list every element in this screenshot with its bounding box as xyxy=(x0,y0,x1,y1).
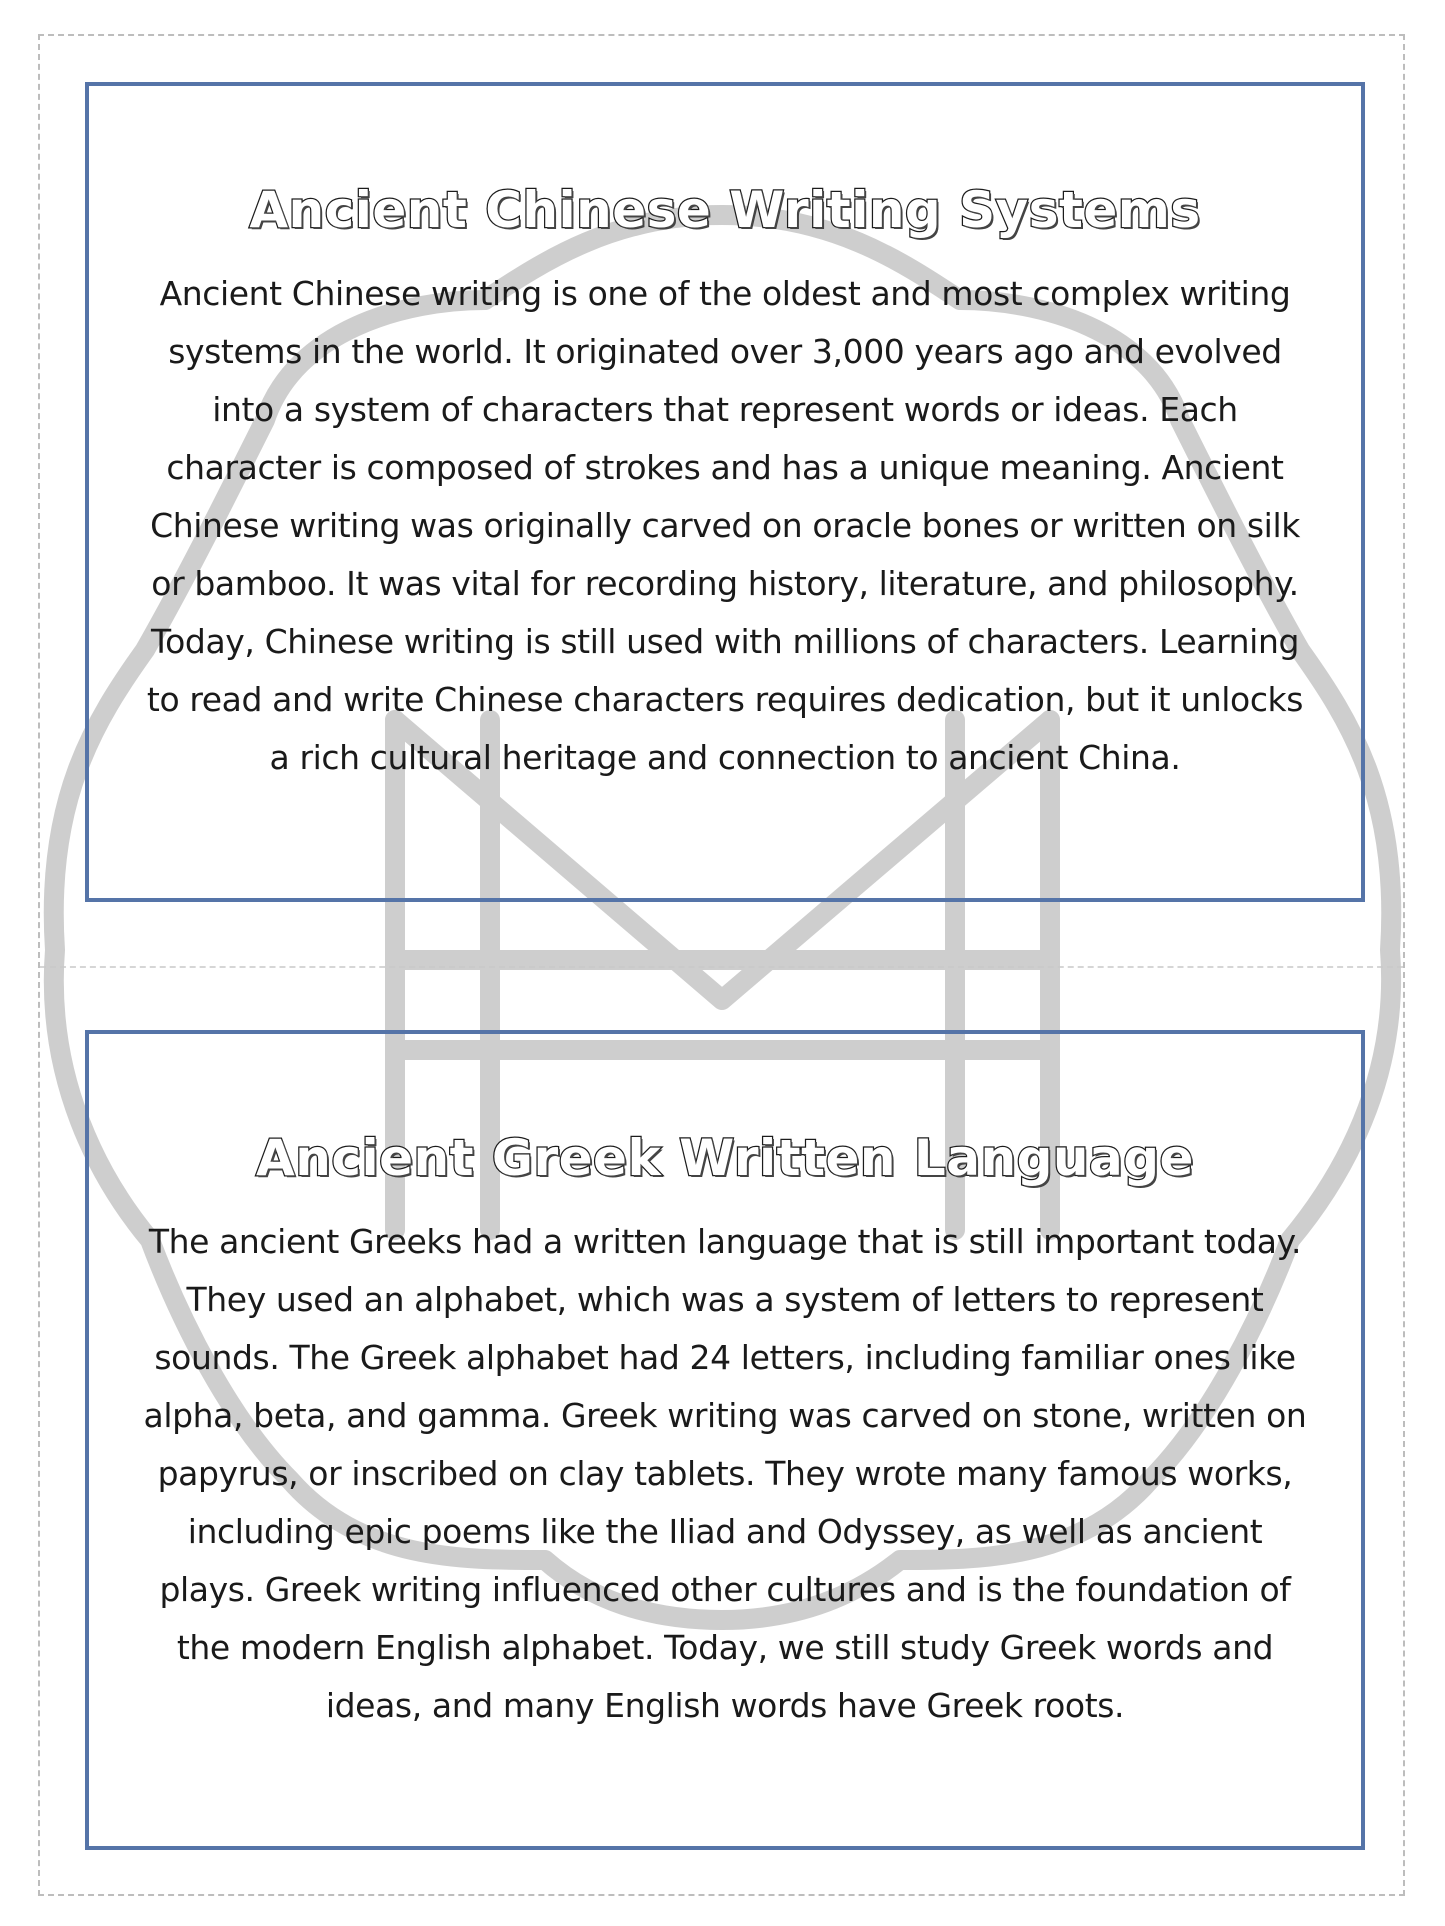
card-title: Ancient Chinese Writing Systems xyxy=(249,181,1201,239)
info-card-greek-writing xyxy=(85,1030,1365,1850)
info-card-chinese-writing xyxy=(85,82,1365,902)
card-title: Ancient Greek Written Language xyxy=(256,1129,1194,1187)
cut-line-divider xyxy=(40,966,1403,968)
card-body-text: The ancient Greeks had a written language that is still important today. They used an alphabet, which was a system of letters to represent sounds. The Greek alphabet had 24 letters, including familiar ones like alpha, beta, and gamma. Greek writing was carved on stone, written on papyrus, or inscribed on clay tablets. They wrote many famous works, including epic poems like the Iliad and Odyssey, as well as ancient plays. Greek writing influenced other cultures and is the foundation of the modern English alphabet. Today, we still study Greek words and ideas, and many English words have Greek roots. xyxy=(143,1222,1307,1725)
card-body-text: Ancient Chinese writing is one of the oldest and most complex writing systems in the world. It originated over 3,000 years ago and evolved into a system of characters that represent words or ideas. Each character is composed of strokes and has a unique meaning. Ancient Chinese writing was originally carved on oracle bones or written on silk or bamboo. It was vital for recording history, literature, and philosophy. Today, Chinese writing is still used with millions of characters. Learning to read and write Chinese characters requires dedication, but it unlocks a rich cultural heritage and connection to ancient China. xyxy=(146,274,1304,777)
